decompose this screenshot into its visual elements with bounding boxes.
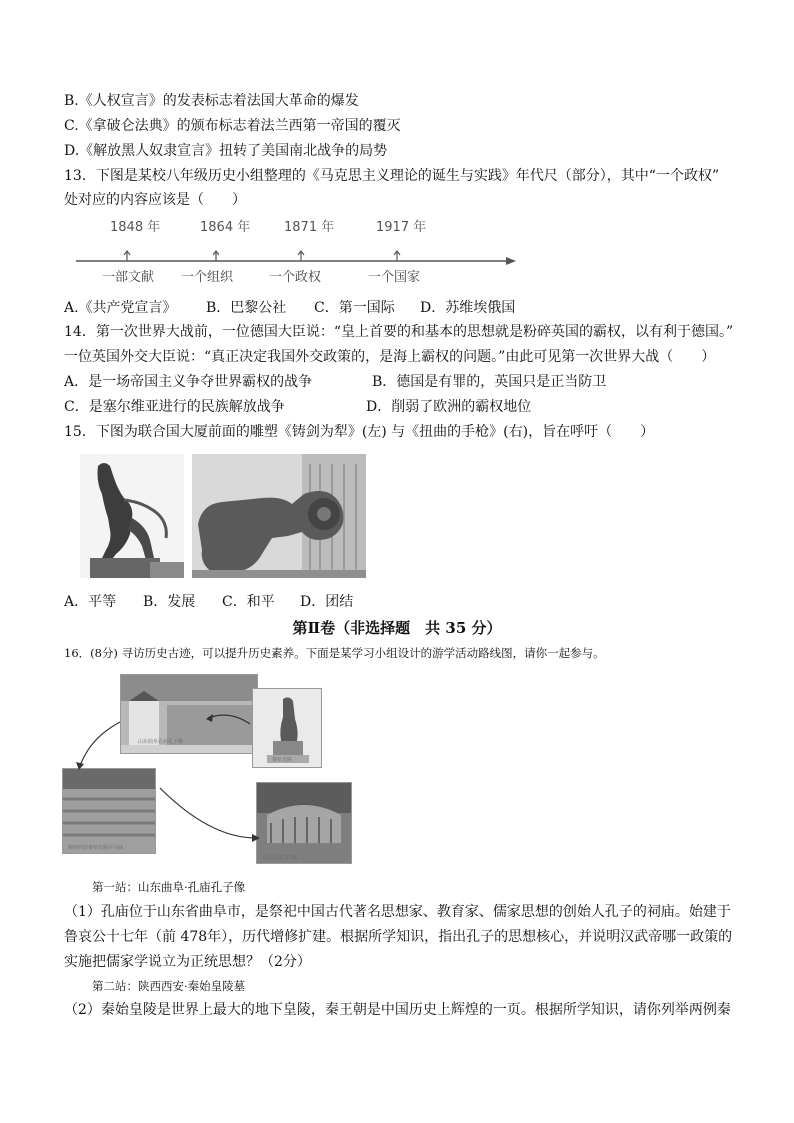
section-2-title: 第Ⅱ卷（非选择题 共 35 分） [292, 619, 502, 637]
q15-option-a: A．平等 [64, 594, 117, 610]
route-map-figure [60, 668, 360, 868]
route-caption-3: 陕西西安秦始皇陵兵马俑 [68, 845, 124, 851]
sculpture-knotted-gun-image [192, 454, 366, 578]
q16-part1-line2: 鲁哀公十七年（前 478年），历代增修扩建。根据所学知识，指出孔子的思想核心，并说明汉武帝哪一政策的 [64, 929, 733, 945]
timeline-year-2: 1864 年 [200, 220, 251, 235]
station-1-heading: 第一站：山东曲阜·孔庙孔子像 [92, 880, 246, 894]
timeline-year-4: 1917 年 [376, 220, 427, 235]
q16-part1-line1: （1）孔庙位于山东省曲阜市，是祭祀中国古代著名思想家、教育家、儒家思想的创始人孔子的祠庙。始建于 [64, 904, 731, 920]
q13-option-a: A.《共产党宣言》 [64, 300, 177, 316]
q13-option-d: D．苏维埃俄国 [420, 300, 516, 316]
timeline-label-4: 一个国家 [368, 270, 421, 285]
route-caption-4: 北京天安门广场 [262, 855, 298, 861]
q14-stem-line1: 14．第一次世界大战前，一位德国大臣说：“皇上首要的和基本的思想就是粉碎英国的霸权，以有利于德国。” [64, 324, 734, 340]
q13-option-b: B．巴黎公社 [206, 300, 287, 316]
timeline-figure [70, 210, 520, 290]
q14-stem-line2: 一位英国外交大臣说：“真正决定我国外交政策的，是海上霸权的问题。”由此可见第一次世界大战（ ） [64, 349, 716, 365]
q14-option-b: B．德国是有罪的，英国只是正当防卫 [372, 374, 607, 390]
sculpture-swords-into-plowshares-image [80, 454, 184, 578]
route-caption-2: 秦始皇陵 [272, 757, 293, 763]
q13-stem-line1: 13．下图是某校八年级历史小组整理的《马克思主义理论的诞生与实践》年代尺（部分），其中“一个政权” [64, 168, 720, 184]
q16-part1-line3: 实施把儒家学说立为正统思想？（2分） [64, 954, 311, 970]
q12-option-d: D.《解放黑人奴隶宣言》扭转了美国南北战争的局势 [64, 143, 388, 159]
route-arrows [60, 668, 360, 868]
station-2-heading: 第二站：陕西西安·秦始皇陵墓 [92, 979, 246, 993]
q14-option-a: A．是一场帝国主义争夺世界霸权的战争 [64, 374, 313, 390]
route-caption-1: 山东曲阜孔庙孔子像 [138, 739, 184, 745]
q12-option-b: B.《人权宣言》的发表标志着法国大革命的爆发 [64, 93, 359, 109]
q15-stem: 15．下图为联合国大厦前面的雕塑《铸剑为犁》(左) 与《扭曲的手枪》(右)，旨在呼吁（ ） [64, 424, 655, 440]
q12-option-c: C.《拿破仑法典》的颁布标志着法兰西第一帝国的覆灭 [64, 118, 401, 134]
timeline-year-1: 1848 年 [110, 220, 161, 235]
q15-option-c: C．和平 [222, 594, 275, 610]
q15-option-b: B．发展 [143, 594, 196, 610]
q13-stem-line2: 处对应的内容应该是（ ） [64, 192, 246, 208]
q15-option-d: D．团结 [300, 594, 354, 610]
timeline-label-1: 一部文献 [102, 270, 155, 285]
q16-intro: 16．(8分) 寻访历史古迹，可以提升历史素养。下面是某学习小组设计的游学活动路线图，请你一起参与。 [64, 646, 605, 660]
q14-option-c: C．是塞尔维亚进行的民族解放战争 [64, 399, 285, 415]
timeline-label-2: 一个组织 [181, 270, 234, 285]
q14-option-d: D．削弱了欧洲的霸权地位 [366, 399, 532, 415]
timeline-label-3: 一个政权 [269, 270, 322, 285]
timeline-year-3: 1871 年 [284, 220, 335, 235]
q16-part2-line1: （2）秦始皇陵是世界上最大的地下皇陵，秦王朝是中国历史上辉煌的一页。根据所学知识，请你列举两例秦 [64, 1002, 731, 1018]
q13-option-c: C．第一国际 [314, 300, 395, 316]
